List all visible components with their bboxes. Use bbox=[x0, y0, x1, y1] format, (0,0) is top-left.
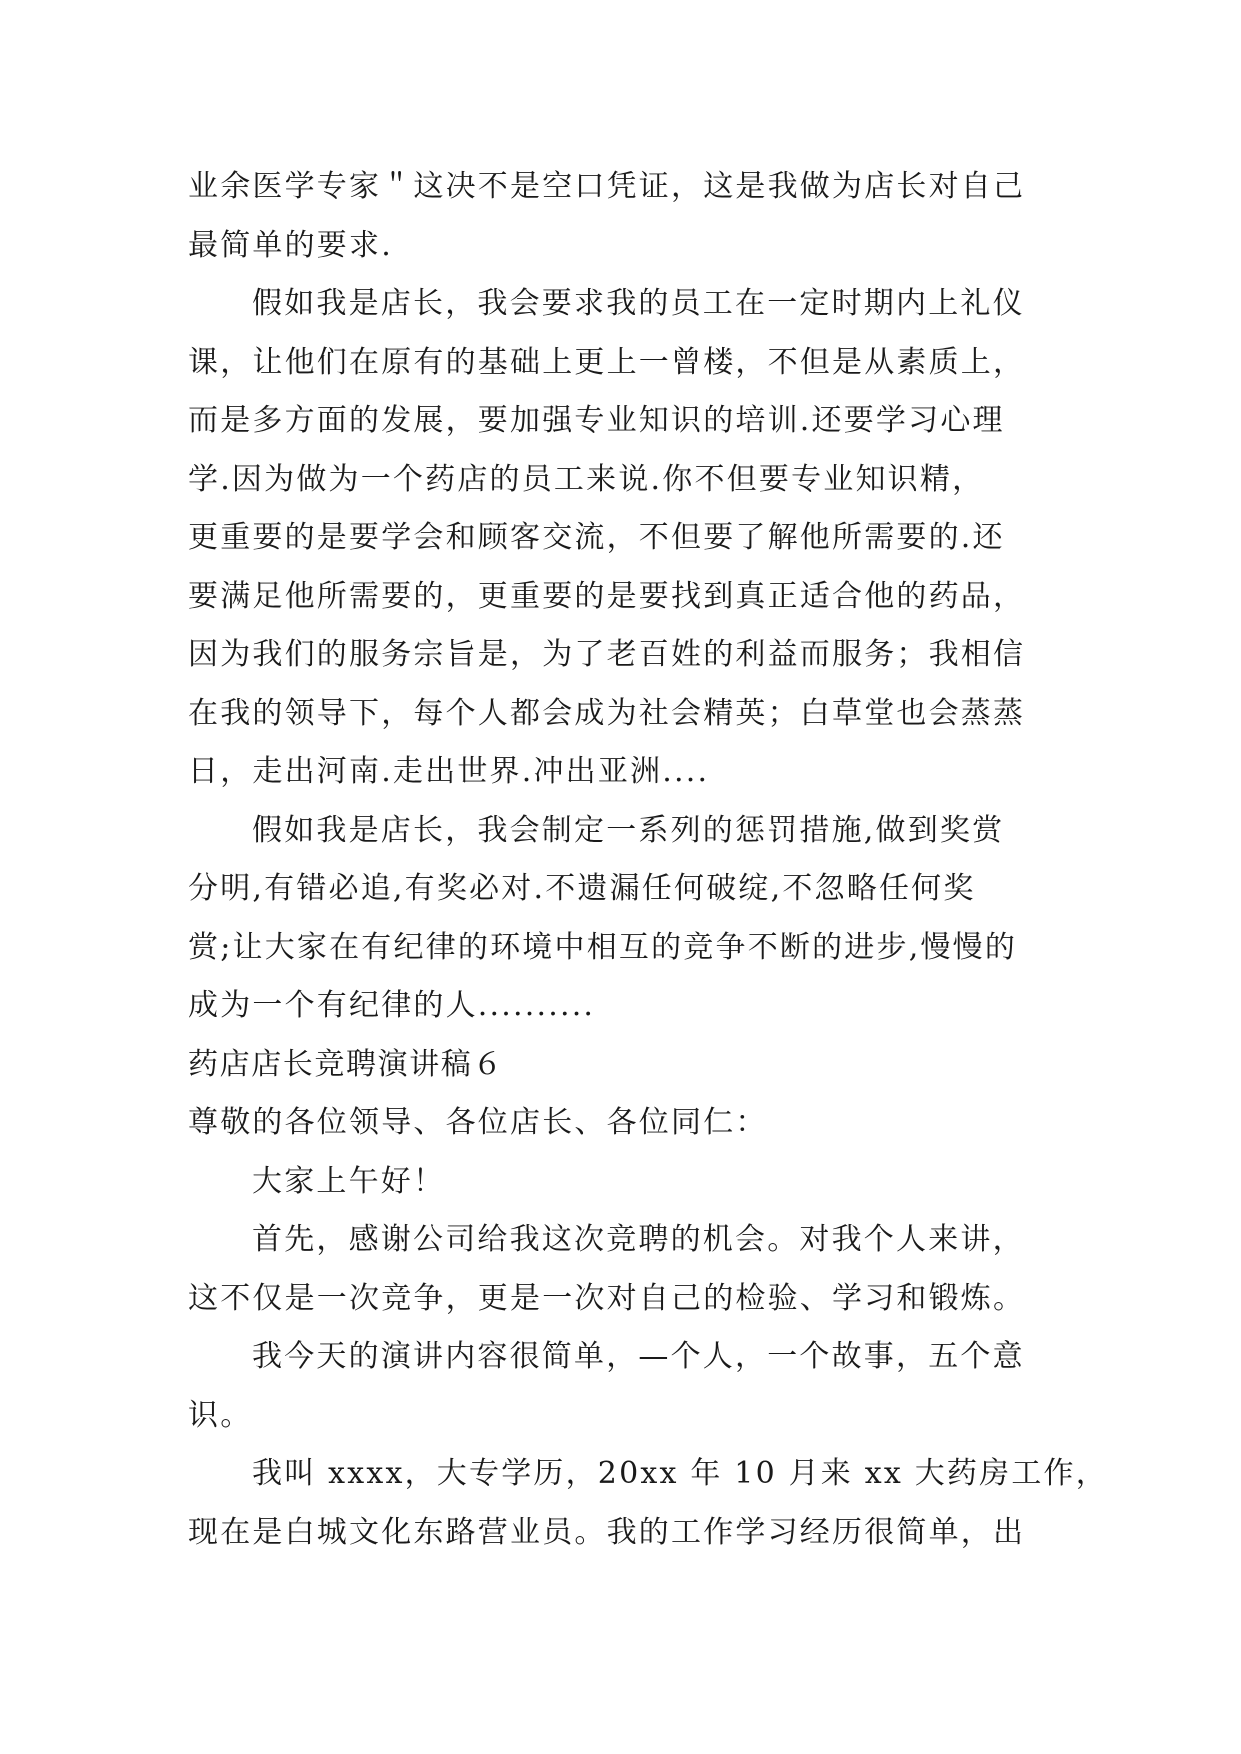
text-line: 识。 bbox=[188, 1397, 253, 1433]
text-line: 业余医学专家＂这决不是空口凭证，这是我做为店长对自己 bbox=[188, 169, 1026, 204]
text-line: 成为一个有纪律的人.......... bbox=[188, 988, 596, 1023]
document-body bbox=[188, 158, 1108, 1562]
text-line: 假如我是店长，我会制定一系列的惩罚措施,做到奖赏 bbox=[252, 812, 1005, 848]
text-line: 假如我是店长，我会要求我的员工在一定时期内上礼仪 bbox=[252, 286, 1025, 321]
text-line: 尊敬的各位领导、各位店长、各位同仁： bbox=[188, 1105, 768, 1140]
text-line: 分明,有错必追,有奖必对.不遗漏任何破绽,不忽略任何奖 bbox=[188, 871, 976, 906]
text-line: 更重要的是要学会和顾客交流，不但要了解他所需要的.还 bbox=[188, 520, 1005, 555]
text-line: 在我的领导下，每个人都会成为社会精英；白草堂也会蒸蒸 bbox=[188, 695, 1026, 731]
text-line: 要满足他所需要的，更重要的是要找到真正适合他的药品， bbox=[188, 578, 1026, 614]
text-line: 这不仅是一次竞争，更是一次对自己的检验、学习和锻炼。 bbox=[188, 1280, 1026, 1316]
text-line: 学.因为做为一个药店的员工来说.你不但要专业知识精， bbox=[188, 461, 985, 497]
section-heading: 药店店长竞聘演讲稿６ bbox=[188, 1046, 504, 1082]
text-line: 赏;让大家在有纪律的环境中相互的竞争不断的进步,慢慢的 bbox=[188, 929, 1018, 965]
text-line: 最简单的要求. bbox=[188, 227, 393, 263]
text-line: 因为我们的服务宗旨是，为了老百姓的利益而服务；我相信 bbox=[188, 637, 1026, 672]
text-line: 首先，感谢公司给我这次竞聘的机会。对我个人来讲， bbox=[252, 1222, 1025, 1257]
text-line: 我今天的演讲内容很简单，—个人，一个故事，五个意 bbox=[252, 1339, 1025, 1374]
text-line: 日，走出河南.走出世界.冲出亚洲.... bbox=[188, 754, 710, 789]
text-line: 课，让他们在原有的基础上更上一曾楼，不但是从素质上， bbox=[188, 344, 1026, 380]
text-line: 而是多方面的发展，要加强专业知识的培训.还要学习心理 bbox=[188, 403, 1005, 438]
text-line: 大家上午好！ bbox=[252, 1163, 446, 1199]
text-line: 我叫 xxxx，大专学历，20xx 年 10 月来 xx 大药房工作， bbox=[252, 1456, 1108, 1491]
text-line: 现在是白城文化东路营业员。我的工作学习经历很简单，出 bbox=[188, 1514, 1026, 1550]
